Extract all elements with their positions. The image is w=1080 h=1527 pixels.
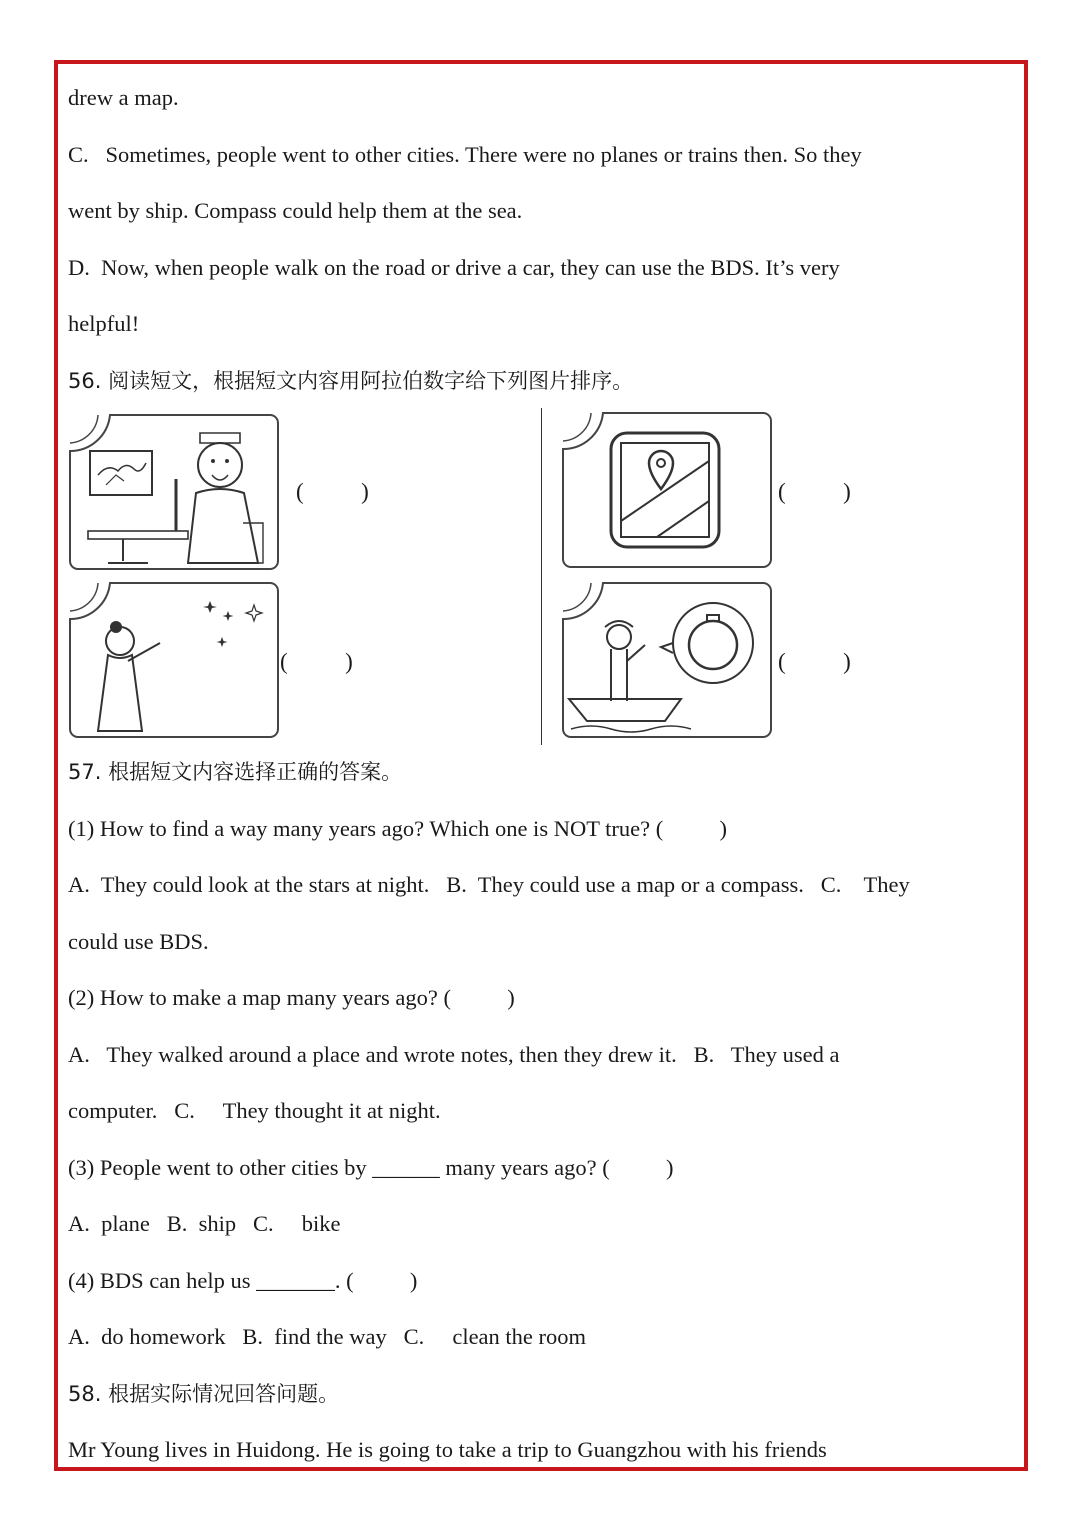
text-line: (4) BDS can help us _______. ( ): [68, 1268, 418, 1293]
man-drawing-map-icon: [68, 413, 280, 578]
text-line: computer. C. They thought it at night.: [68, 1098, 441, 1123]
text-line: A. They could look at the stars at night. B. They could use a map or a compass. C. They: [68, 872, 910, 897]
question-57-title: 57. 根据短文内容选择正确的答案。: [68, 760, 403, 784]
column-divider: [541, 408, 542, 745]
question-58-title: 58. 根据实际情况回答问题。: [68, 1382, 340, 1406]
text-line: Mr Young lives in Huidong. He is going to take a trip to Guangzhou with his friends: [68, 1437, 827, 1462]
answer-blank[interactable]: ( ): [778, 649, 851, 674]
text-line: could use BDS.: [68, 929, 209, 954]
text-line: A. plane B. ship C. bike: [68, 1211, 341, 1236]
text-line: (3) People went to other cities by ______ many years ago? ( ): [68, 1155, 674, 1180]
text-line: D. Now, when people walk on the road or drive a car, they can use the BDS. It’s very: [68, 255, 840, 280]
page-frame: [54, 60, 1028, 1471]
map-app-icon: [561, 411, 773, 576]
text-line: helpful!: [68, 311, 140, 336]
text-line: drew a map.: [68, 85, 179, 110]
text-line: A. They walked around a place and wrote notes, then they drew it. B. They used a: [68, 1042, 840, 1067]
text-line: (1) How to find a way many years ago? Which one is NOT true? ( ): [68, 816, 727, 841]
text-line: A. do homework B. find the way C. clean the room: [68, 1324, 587, 1349]
text-line: (2) How to make a map many years ago? ( ): [68, 985, 515, 1010]
girl-looking-at-stars-icon: [68, 581, 280, 746]
text-line: C. Sometimes, people went to other cities. There were no planes or trains then. So they: [68, 142, 862, 167]
answer-blank[interactable]: ( ): [778, 479, 851, 504]
answer-blank[interactable]: ( ): [296, 479, 369, 504]
question-56-title: 56. 阅读短文，根据短文内容用阿拉伯数字给下列图片排序。: [68, 369, 634, 393]
text-line: went by ship. Compass could help them at the sea.: [68, 198, 523, 223]
answer-blank[interactable]: ( ): [280, 649, 353, 674]
man-on-boat-with-compass-icon: [561, 581, 773, 746]
